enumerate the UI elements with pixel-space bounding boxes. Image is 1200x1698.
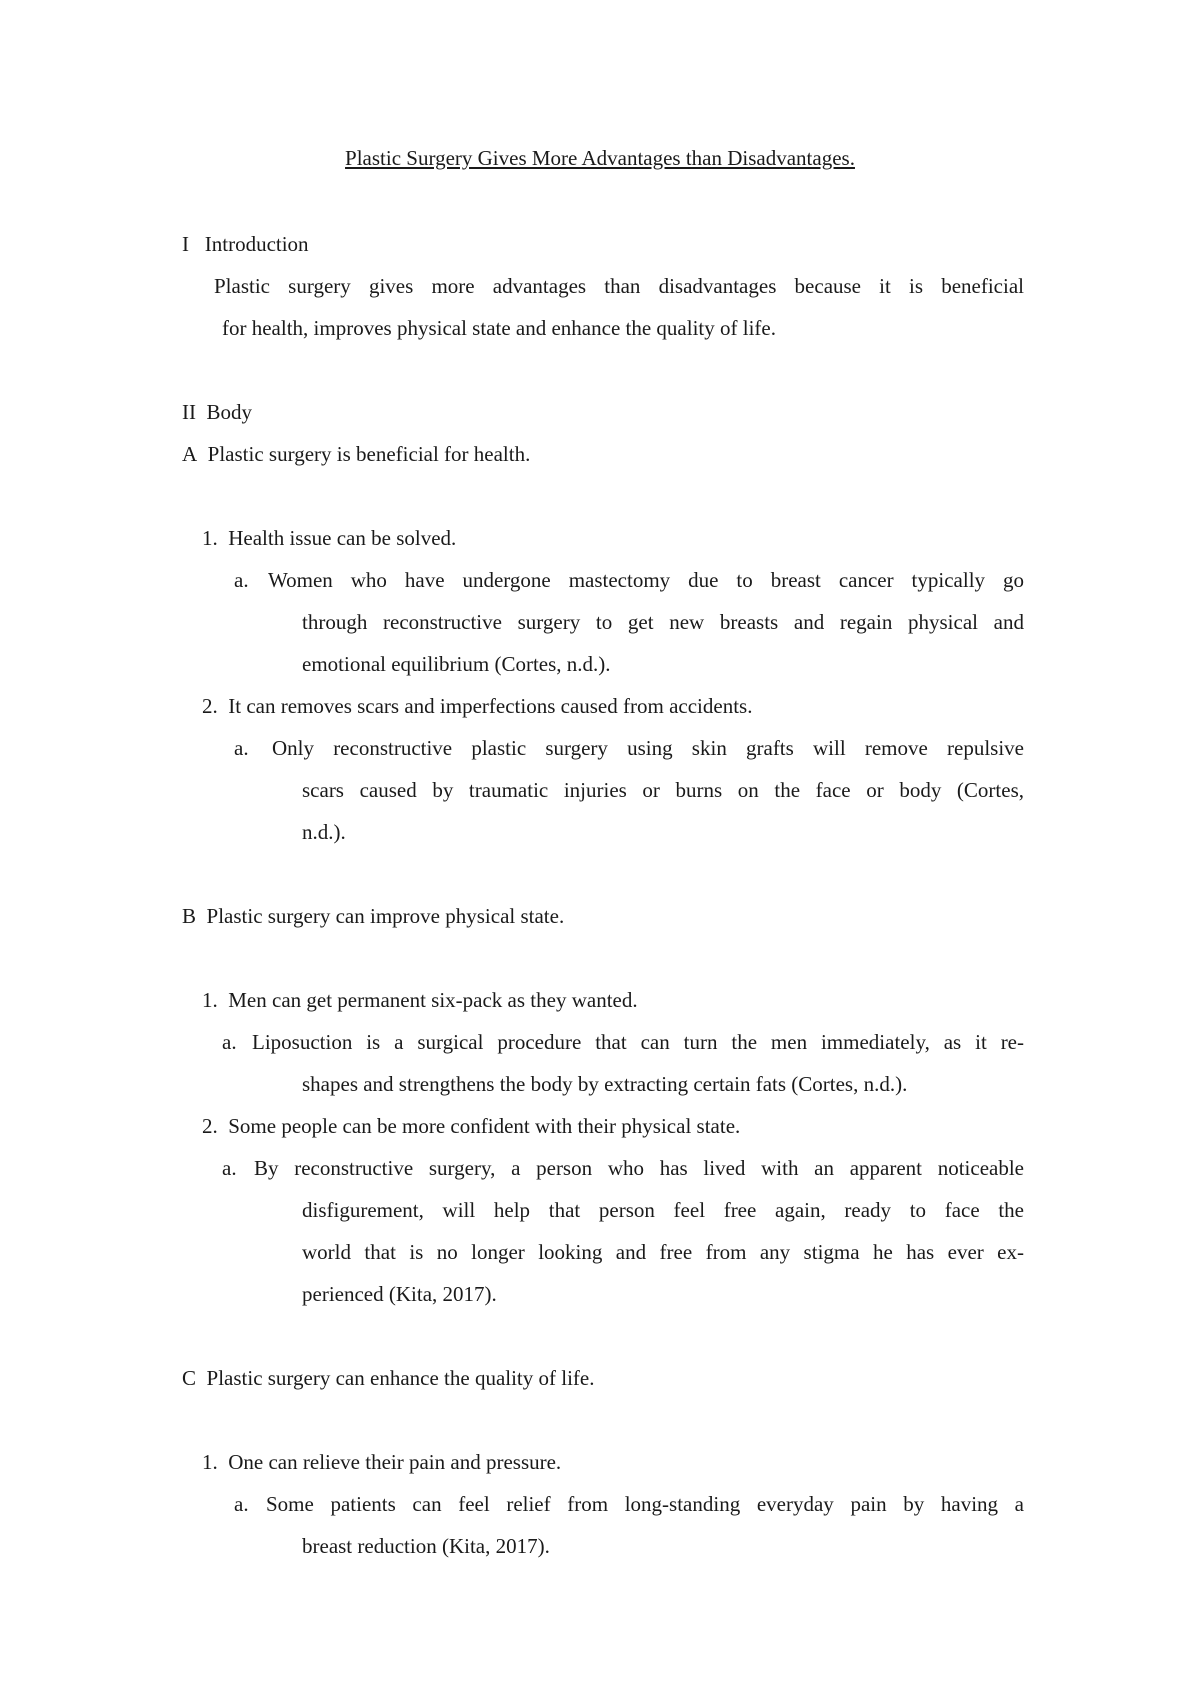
sub-item-line: Women who have undergone mastectomy due to breast cancer typically go (268, 568, 1024, 592)
subsection-heading-label: Plastic surgery can enhance the quality of life. (206, 1366, 595, 1390)
list-number: 2. (202, 694, 218, 718)
sub-item-line: disfigurement, will help that person feel free again, ready to face the (302, 1198, 1024, 1222)
list-item-text: One can relieve their pain and pressure. (228, 1450, 562, 1474)
intro-paragraph-line: for health, improves physical state and enhance the quality of life. (222, 316, 776, 340)
sub-item-letter: a. (234, 568, 249, 592)
roman-numeral: I (182, 232, 189, 256)
section-heading-label: Introduction (204, 232, 309, 256)
sub-item-line: n.d.). (302, 820, 346, 844)
sub-item-line: Only reconstructive plastic surgery using skin grafts will remove repulsive (272, 736, 1024, 760)
sub-item-line: breast reduction (Kita, 2017). (302, 1534, 550, 1558)
subsection-letter: C (182, 1366, 197, 1390)
sub-item-letter: a. (234, 1492, 249, 1516)
sub-item-line: perienced (Kita, 2017). (302, 1282, 497, 1306)
sub-item-line: scars caused by traumatic injuries or burns on the face or body (Cortes, (302, 778, 1024, 802)
list-number: 2. (202, 1114, 218, 1138)
document-title: Plastic Surgery Gives More Advantages than Disadvantages. (345, 146, 855, 170)
list-item (202, 1448, 561, 1476)
subsection-heading-b (182, 902, 564, 930)
subsection-letter: B (182, 904, 197, 928)
list-item-text: It can removes scars and imperfections caused from accidents. (228, 694, 753, 718)
sub-item-line: By reconstructive surgery, a person who has lived with an apparent noticeable (254, 1156, 1024, 1180)
sub-item-line: emotional equilibrium (Cortes, n.d.). (302, 652, 611, 676)
list-item-text: Health issue can be solved. (228, 526, 457, 550)
sub-item-line: shapes and strengthens the body by extracting certain fats (Cortes, n.d.). (302, 1072, 908, 1096)
section-heading-body (182, 398, 252, 426)
list-item-text: Men can get permanent six-pack as they wanted. (228, 988, 638, 1012)
subsection-heading-c (182, 1364, 595, 1392)
list-item (202, 1112, 740, 1140)
list-number: 1. (202, 988, 218, 1012)
section-heading-label: Body (206, 400, 253, 424)
section-heading-introduction (182, 230, 309, 258)
sub-item-letter: a. (222, 1156, 237, 1180)
list-item (202, 692, 752, 720)
sub-item-line: world that is no longer looking and free from any stigma he has ever ex- (302, 1240, 1024, 1264)
subsection-heading-label: Plastic surgery is beneficial for health. (207, 442, 531, 466)
intro-paragraph-line: Plastic surgery gives more advantages than disadvantages because it is beneficial (214, 274, 1024, 298)
sub-item-letter: a. (234, 736, 249, 760)
list-number: 1. (202, 1450, 218, 1474)
list-item-text: Some people can be more confident with their physical state. (228, 1114, 741, 1138)
roman-numeral: II (182, 400, 196, 424)
list-number: 1. (202, 526, 218, 550)
sub-item-line: Liposuction is a surgical procedure that can turn the men immediately, as it re- (252, 1030, 1024, 1054)
subsection-heading-a (182, 440, 530, 468)
sub-item-line: Some patients can feel relief from long-standing everyday pain by having a (266, 1492, 1024, 1516)
subsection-letter: A (182, 442, 198, 466)
subsection-heading-label: Plastic surgery can improve physical state. (206, 904, 565, 928)
list-item (202, 524, 456, 552)
sub-item-line: through reconstructive surgery to get new breasts and regain physical and (302, 610, 1024, 634)
list-item (202, 986, 638, 1014)
sub-item-letter: a. (222, 1030, 237, 1054)
